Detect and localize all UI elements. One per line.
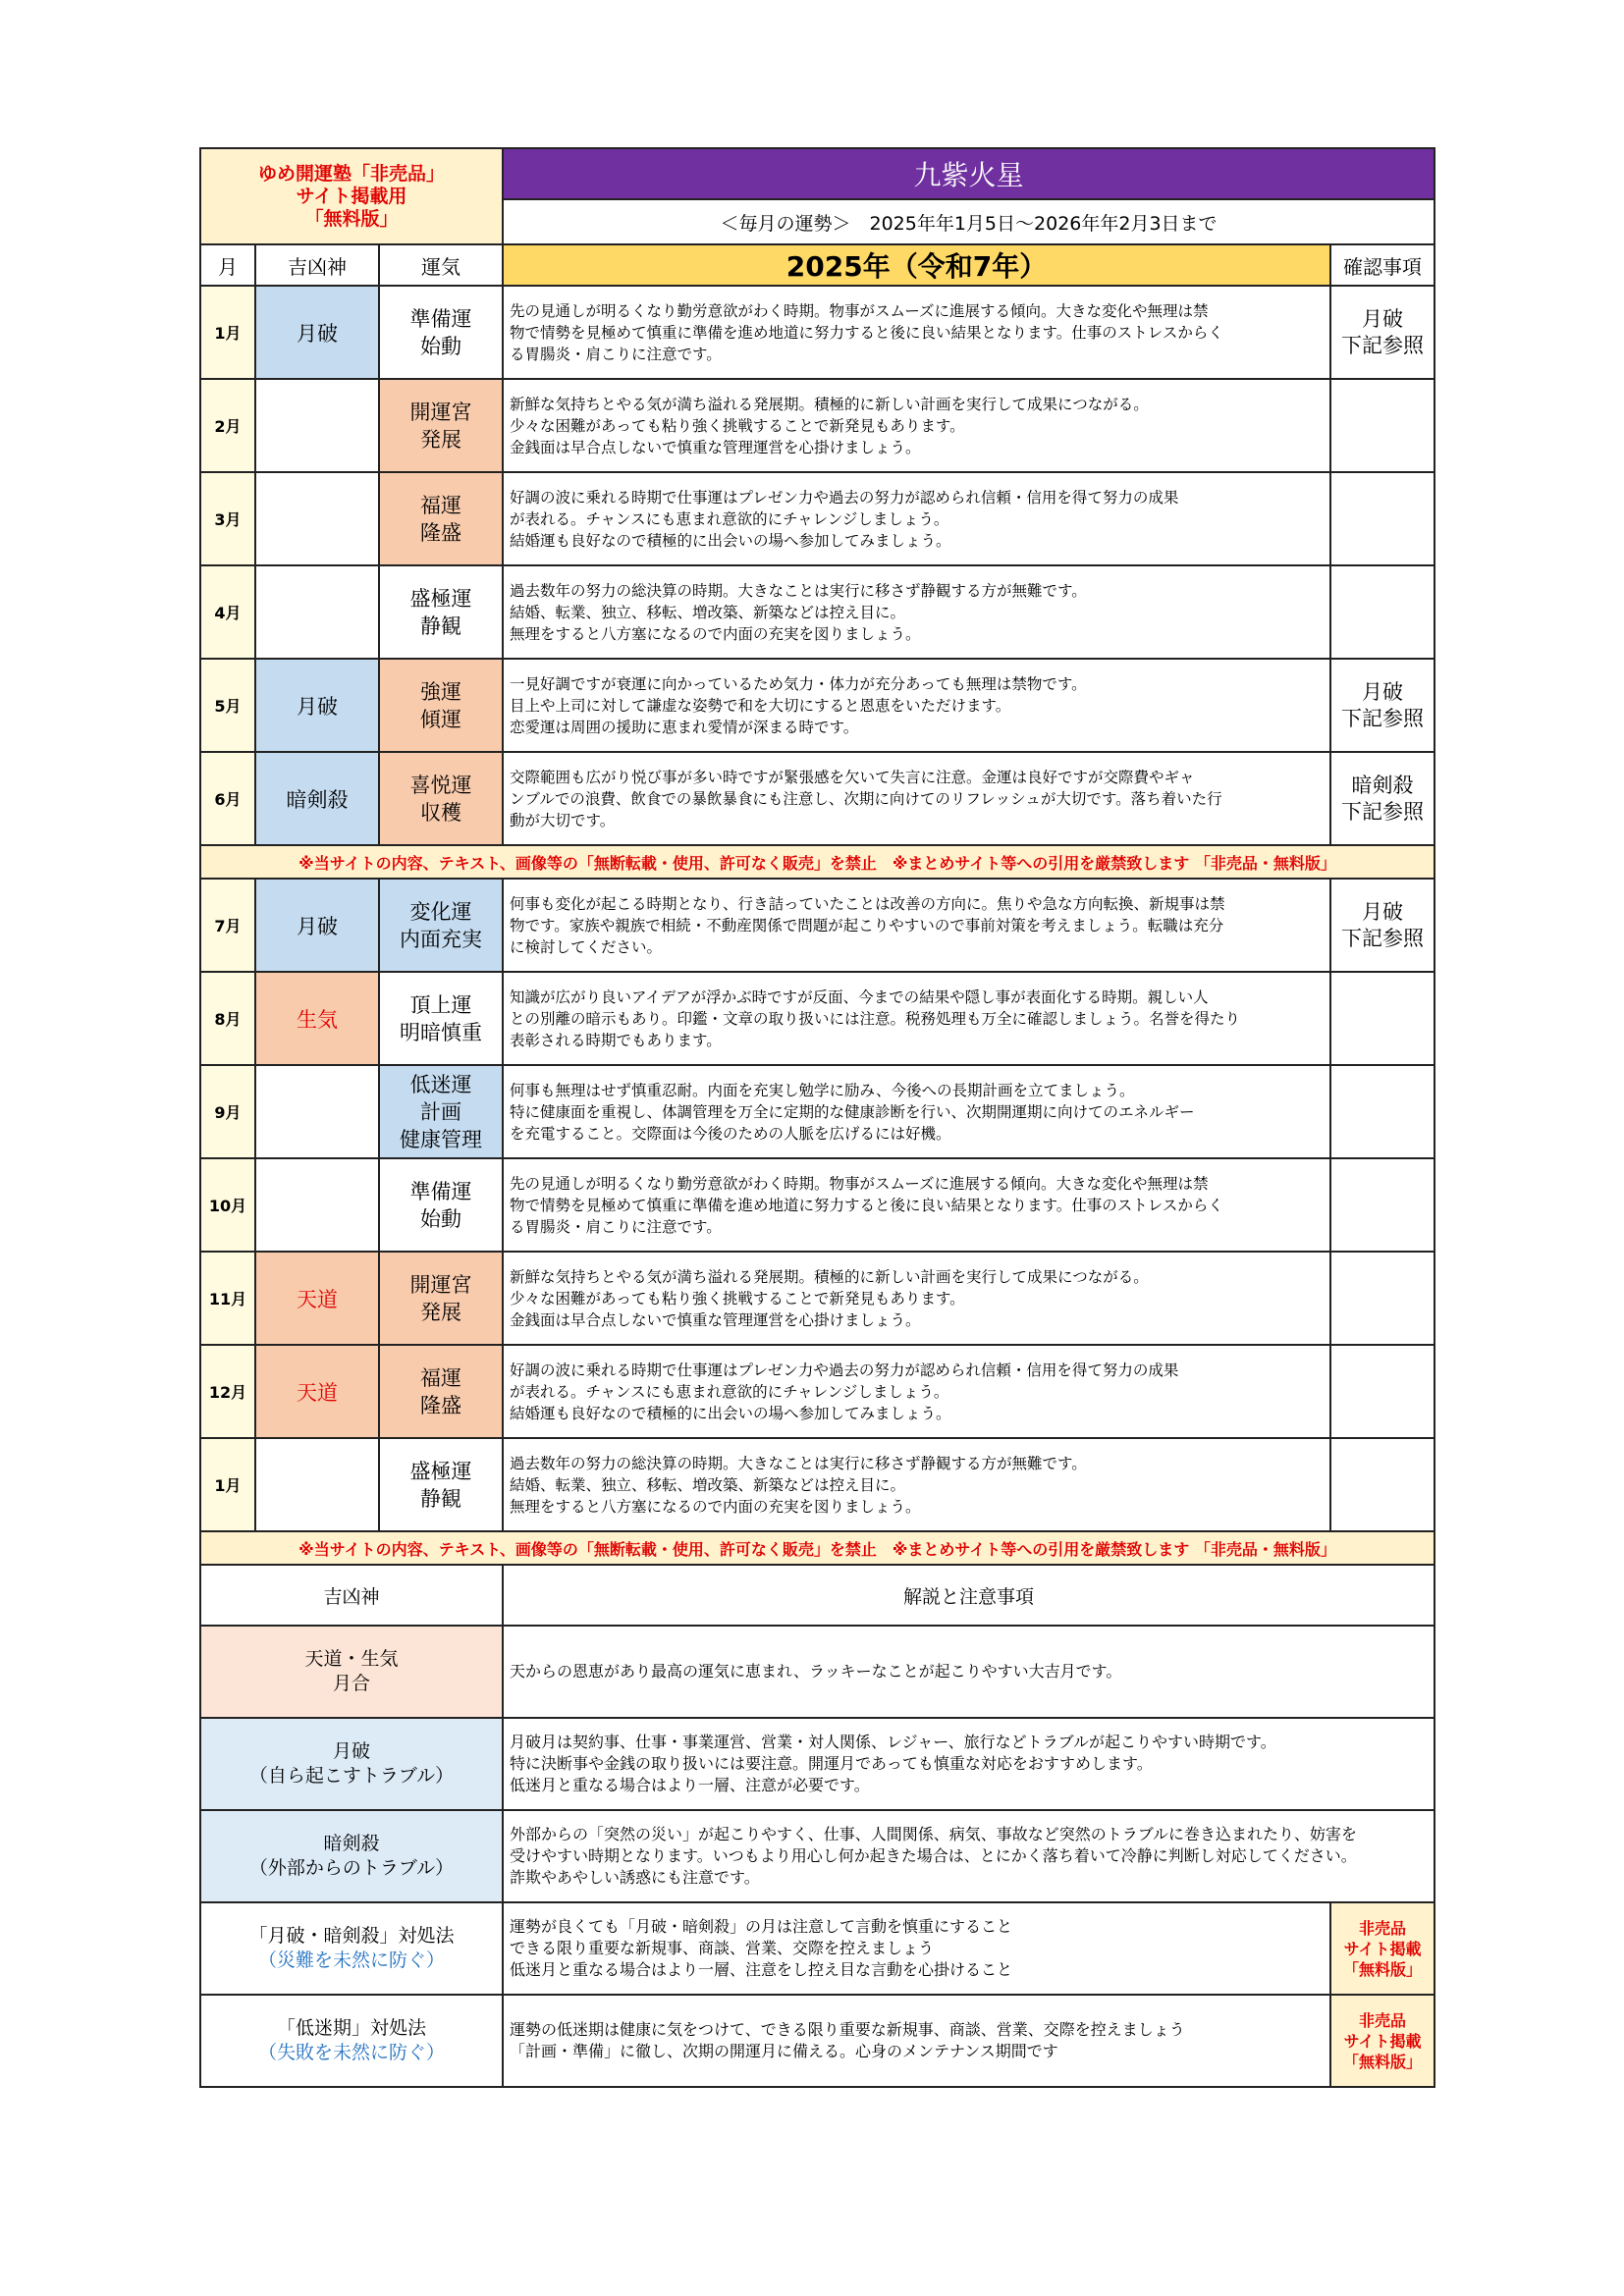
confirm-cell: [1330, 379, 1435, 472]
kikyo-cell: [255, 1065, 379, 1158]
unki-line: 傾運: [420, 707, 461, 731]
unki-line: 頂上運: [409, 992, 472, 1017]
fortune-desc-line: る胃腸炎・肩こりに注意です。: [510, 1217, 722, 1236]
month-cell: 11月: [200, 1252, 255, 1345]
stamp-line: サイト掲載: [1343, 1939, 1422, 1958]
unki-line: 隆盛: [420, 520, 461, 545]
site-label-line: 「無料版」: [304, 207, 399, 230]
fortune-sheet: [199, 147, 1435, 2088]
fortune-desc-line: 恋愛運は周囲の援助に恵まれ愛情が深まる時です。: [510, 718, 859, 736]
fortune-desc-line: 物です。家族や親族で相続・不動産関係で問題が起こりやすいので事前対策を考えましょう。転職は充分: [510, 916, 1224, 934]
fortune-desc-line: 一見好調ですが衰運に向かっているため気力・体力が充分あっても無理は禁物です。: [510, 674, 1087, 693]
legend-desc: [503, 1626, 1435, 1718]
unki-line: 強運: [420, 679, 461, 704]
month-cell: 9月: [200, 1065, 255, 1158]
month-row: [200, 1438, 1435, 1531]
fortune-desc: [503, 1158, 1330, 1252]
month-row: [200, 879, 1435, 972]
legend-desc-line: 受けやすい時期となります。いつもより用心し何か起きた場合は、とにかく落ち着いて冷静に判断し対応してください。: [510, 1846, 1357, 1865]
month-row: [200, 972, 1435, 1065]
year-header: 2025年（令和7年）: [503, 244, 1330, 286]
kikyo-cell: [255, 1438, 379, 1531]
fortune-desc: [503, 472, 1330, 565]
fortune-desc-line: 新鮮な気持ちとやる気が満ち溢れる発展期。積極的に新しい計画を実行して成果につながる。: [510, 1267, 1149, 1286]
col-header-month: 月: [200, 244, 255, 286]
unki-cell: [379, 472, 503, 565]
fortune-desc: [503, 286, 1330, 379]
month-cell: 6月: [200, 752, 255, 845]
kikyo-cell: [255, 565, 379, 659]
fortune-desc: [503, 659, 1330, 752]
fortune-desc: [503, 565, 1330, 659]
stamp-line: 非売品: [1359, 2010, 1407, 2030]
site-label-line: サイト掲載用: [296, 185, 407, 207]
period-text: ＜毎月の運勢＞ 2025年年1月5日～2026年年2月3日まで: [503, 199, 1435, 244]
fortune-desc-line: 好調の波に乗れる時期で仕事運はプレゼン力や過去の努力が認められ信頼・信用を得て努力の成果: [510, 488, 1179, 507]
fortune-desc-line: との別離の暗示もあり。印鑑・文章の取り扱いには注意。税務処理も万全に確認しましょう。名誉を得たり: [510, 1009, 1241, 1028]
site-label-line: ゆめ開運塾「非売品」: [258, 162, 446, 185]
fortune-desc-line: 結婚、転業、独立、移転、増改築、新築などは控え目に。: [510, 603, 906, 621]
legend-header-kikyo: 吉凶神: [200, 1565, 503, 1626]
legend-key-line: 天道・生気: [304, 1648, 399, 1670]
legend-key-line: （外部からのトラブル）: [248, 1857, 455, 1879]
confirm-cell: [1330, 472, 1435, 565]
month-row: [200, 1345, 1435, 1438]
legend-header-desc: 解説と注意事項: [503, 1565, 1435, 1626]
kikyo-cell: 月破: [255, 659, 379, 752]
fortune-desc-line: 結婚運も良好なので積極的に出会いの場へ参加してみましょう。: [510, 531, 951, 550]
fortune-desc: [503, 1438, 1330, 1531]
unki-cell: [379, 286, 503, 379]
unki-cell: [379, 659, 503, 752]
unki-cell: [379, 565, 503, 659]
legend-key-line: 月合: [333, 1673, 371, 1694]
month-cell: 3月: [200, 472, 255, 565]
legend-key: [200, 1626, 503, 1718]
fortune-desc: [503, 1065, 1330, 1158]
month-cell: 7月: [200, 879, 255, 972]
fortune-desc-line: を充電すること。交際面は今後のための人脈を広げるには好機。: [510, 1124, 951, 1143]
fortune-desc: [503, 879, 1330, 972]
unki-line: 発展: [420, 1300, 461, 1324]
unki-line: 喜悦運: [409, 773, 472, 797]
legend-desc-line: 月破月は契約事、仕事・事業運営、営業・対人関係、レジャー、旅行などトラブルが起こりやすい時期です。: [510, 1733, 1276, 1751]
months-first-half: [200, 286, 1435, 845]
unki-line: 発展: [420, 427, 461, 452]
legend-rows: [200, 1626, 1435, 2087]
fortune-desc-line: 結婚、転業、独立、移転、増改築、新築などは控え目に。: [510, 1475, 906, 1494]
unki-line: 計画: [420, 1099, 461, 1124]
fortune-desc-line: 過去数年の努力の総決算の時期。大きなことは実行に移さず静観する方が無難です。: [510, 1454, 1087, 1472]
unki-line: 始動: [420, 334, 461, 358]
unki-line: 変化運: [409, 899, 472, 924]
fortune-desc: [503, 379, 1330, 472]
month-row: [200, 1158, 1435, 1252]
fortune-desc-line: が表れる。チャンスにも恵まれ意欲的にチャレンジしましょう。: [510, 509, 949, 528]
confirm-cell: [1330, 972, 1435, 1065]
fortune-desc-line: る胃腸炎・肩こりに注意です。: [510, 345, 722, 363]
unki-cell: [379, 1438, 503, 1531]
month-cell: 2月: [200, 379, 255, 472]
unki-cell: [379, 972, 503, 1065]
confirm-cell: [1330, 879, 1435, 972]
fortune-desc: [503, 1252, 1330, 1345]
month-row: [200, 286, 1435, 379]
fortune-desc-line: 動が大切です。: [510, 811, 616, 829]
legend-row: [200, 1718, 1435, 1810]
legend-desc-line: できる限り重要な新規事、商談、営業、交際を控えましょう: [510, 1939, 935, 1957]
unki-line: 内面充実: [400, 927, 482, 951]
fortune-desc-line: 少々な困難があっても粘り強く挑戦することで新発見もあります。: [510, 416, 965, 435]
legend-row: [200, 1810, 1435, 1902]
month-cell: 1月: [200, 1438, 255, 1531]
unki-cell: [379, 1345, 503, 1438]
legend-desc-line: 特に決断事や金銭の取り扱いには要注意。開運月であっても慎重な対応をおすすめします。: [510, 1754, 1153, 1773]
months-second-half: [200, 879, 1435, 1531]
month-cell: 8月: [200, 972, 255, 1065]
month-row: [200, 472, 1435, 565]
fortune-desc: [503, 752, 1330, 845]
fortune-desc-line: 交際範囲も広がり悦び事が多い時ですが緊張感を欠いて失言に注意。金運は良好ですが交際費やギャ: [510, 768, 1195, 786]
month-cell: 10月: [200, 1158, 255, 1252]
fortune-desc-line: 物で情勢を見極めて慎重に準備を進め地道に努力すると後に良い結果となります。仕事のストレスからく: [510, 1196, 1223, 1214]
legend-key-line: 「低迷期」対処法: [277, 2017, 427, 2039]
confirm-line: 下記参照: [1341, 799, 1425, 824]
fortune-desc: [503, 1345, 1330, 1438]
legend-desc-line: 低迷月と重なる場合はより一層、注意をし控え目な言動を心掛けること: [510, 1960, 1013, 1979]
fortune-desc-line: 無理をすると八方塞になるので内面の充実を図りましょう。: [510, 1497, 921, 1516]
fortune-desc-line: 金銭面は早合点しないで慎重な管理運営を心掛けましょう。: [510, 438, 921, 456]
legend-desc-line: 運勢の低迷期は健康に気をつけて、できる限り重要な新規事、商談、営業、交際を控えましょう: [510, 2020, 1185, 2039]
kikyo-cell: 暗剣殺: [255, 752, 379, 845]
fortune-desc-line: ンブルでの浪費、飲食での暴飲暴食にも注意し、次期に向けてのリフレッシュが大切です。落ち着いた行: [510, 789, 1222, 808]
legend-key-line: 暗剣殺: [323, 1833, 380, 1854]
unki-line: 盛極運: [409, 586, 472, 611]
unki-line: 健康管理: [400, 1127, 482, 1151]
confirm-cell: [1330, 1065, 1435, 1158]
legend-key-subline: （失敗を未然に防ぐ）: [258, 2042, 446, 2063]
confirm-cell: [1330, 1438, 1435, 1531]
legend-desc-line: 低迷月と重なる場合はより一層、注意が必要です。: [510, 1776, 870, 1794]
confirm-cell: [1330, 1345, 1435, 1438]
col-header-confirm: 確認事項: [1330, 244, 1435, 286]
fortune-desc-line: 先の見通しが明るくなり勤労意欲がわく時期。物事がスムーズに進展する傾向。大きな変化や無理は禁: [510, 301, 1209, 320]
legend-row: [200, 1902, 1435, 1995]
legend-key-line: 「月破・暗剣殺」対処法: [248, 1925, 455, 1947]
legend-key-line: （自ら起こすトラブル）: [248, 1765, 455, 1787]
legend-key-subline: （災難を未然に防ぐ）: [258, 1949, 446, 1971]
kikyo-cell: [255, 1158, 379, 1252]
month-row: [200, 1065, 1435, 1158]
legend-desc: [503, 1902, 1330, 1995]
kikyo-cell: 月破: [255, 286, 379, 379]
kikyo-cell: 生気: [255, 972, 379, 1065]
month-cell: 1月: [200, 286, 255, 379]
confirm-line: 暗剣殺: [1351, 773, 1414, 797]
col-header-kikyo: 吉凶神: [255, 244, 379, 286]
legend-desc: [503, 1718, 1435, 1810]
unki-line: 開運宮: [409, 1272, 472, 1297]
kikyo-cell: [255, 379, 379, 472]
month-cell: 12月: [200, 1345, 255, 1438]
legend-desc-line: 外部からの「突然の災い」が起こりやすく、仕事、人間関係、病気、事故など突然のトラブルに巻き込まれたり、妨害を: [510, 1825, 1358, 1843]
legend-key: [200, 1810, 503, 1902]
legend-desc: [503, 1810, 1435, 1902]
legend-desc-line: 「計画・準備」に徹し、次期の開運月に備える。心身のメンテナンス期間です: [510, 2042, 1058, 2060]
kikyo-cell: 天道: [255, 1252, 379, 1345]
legend-desc: [503, 1995, 1330, 2087]
confirm-cell: [1330, 752, 1435, 845]
confirm-line: 下記参照: [1341, 333, 1425, 357]
fortune-desc-line: 好調の波に乗れる時期で仕事運はプレゼン力や過去の努力が認められ信頼・信用を得て努力の成果: [510, 1361, 1179, 1379]
col-header-unki: 運気: [379, 244, 503, 286]
notice-banner: ※当サイトの内容、テキスト、画像等の「無断転載・使用、許可なく販売」を禁止 ※まとめサイト等への引用を厳禁致します 「非売品・無料版」: [200, 845, 1435, 879]
confirm-cell: [1330, 1252, 1435, 1345]
confirm-line: 月破: [1362, 306, 1404, 331]
unki-cell: [379, 1065, 503, 1158]
unki-line: 静観: [420, 614, 461, 638]
stamp-line: 「無料版」: [1343, 2052, 1423, 2071]
legend-row: [200, 1995, 1435, 2087]
month-row: [200, 565, 1435, 659]
stamp-line: サイト掲載: [1343, 2031, 1422, 2051]
stamp-line: 「無料版」: [1343, 1959, 1423, 1979]
confirm-cell: [1330, 1158, 1435, 1252]
confirm-line: 月破: [1362, 679, 1404, 704]
fortune-desc-line: 目上や上司に対して謙虚な姿勢で和を大切にすると恩恵をいただけます。: [510, 696, 1011, 715]
unki-line: 開運宮: [409, 400, 472, 424]
legend-desc-line: 詐欺やあやしい誘惑にも注意です。: [510, 1868, 760, 1887]
unki-cell: [379, 879, 503, 972]
unki-line: 福運: [420, 1365, 461, 1390]
page-title: 九紫火星: [503, 148, 1435, 199]
month-row: [200, 752, 1435, 845]
fortune-desc-line: 知識が広がり良いアイデアが浮かぶ時ですが反面、今までの結果や隠し事が表面化する時期。親しい人: [510, 988, 1209, 1006]
fortune-desc-line: 物で情勢を見極めて慎重に準備を進め地道に努力すると後に良い結果となります。仕事のストレスからく: [510, 323, 1223, 342]
fortune-desc-line: 少々な困難があっても粘り強く挑戦することで新発見もあります。: [510, 1289, 965, 1308]
fortune-desc-line: 何事も無理はせず慎重忍耐。内面を充実し勉学に励み、今後への長期計画を立てましょう。: [510, 1081, 1135, 1099]
unki-line: 低迷運: [409, 1072, 472, 1096]
unki-line: 福運: [420, 493, 461, 517]
fortune-desc-line: 先の見通しが明るくなり勤労意欲がわく時期。物事がスムーズに進展する傾向。大きな変化や無理は禁: [510, 1174, 1209, 1193]
legend-key-line: 月破: [333, 1740, 371, 1762]
confirm-cell: [1330, 659, 1435, 752]
legend-desc-line: 運勢が良くても「月破・暗剣殺」の月は注意して言動を慎重にすること: [510, 1917, 1013, 1936]
legend-key: [200, 1995, 503, 2087]
kikyo-cell: [255, 472, 379, 565]
confirm-line: 月破: [1362, 899, 1404, 924]
fortune-desc-line: に検討してください。: [510, 937, 663, 956]
fortune-desc: [503, 972, 1330, 1065]
unki-line: 準備運: [409, 306, 472, 331]
fortune-desc-line: 何事も変化が起こる時期となり、行き詰っていたことは改善の方向に。焦りや急な方向転換、新規事は禁: [510, 894, 1225, 913]
unki-line: 隆盛: [420, 1393, 461, 1417]
notice-banner: ※当サイトの内容、テキスト、画像等の「無断転載・使用、許可なく販売」を禁止 ※まとめサイト等への引用を厳禁致します 「非売品・無料版」: [200, 1531, 1435, 1565]
confirm-line: 下記参照: [1341, 706, 1425, 730]
legend-key: [200, 1902, 503, 1995]
confirm-cell: [1330, 565, 1435, 659]
legend-desc-line: 天からの恩恵があり最高の運気に恵まれ、ラッキーなことが起こりやすい大吉月です。: [510, 1662, 1122, 1681]
month-row: [200, 379, 1435, 472]
fortune-desc-line: 表彰される時期でもあります。: [510, 1031, 722, 1049]
month-cell: 5月: [200, 659, 255, 752]
unki-cell: [379, 1252, 503, 1345]
stamp-line: 非売品: [1359, 1918, 1407, 1938]
unki-cell: [379, 1158, 503, 1252]
confirm-line: 下記参照: [1341, 926, 1425, 950]
unki-cell: [379, 379, 503, 472]
unki-line: 盛極運: [409, 1459, 472, 1483]
fortune-desc-line: 特に健康面を重視し、体調管理を万全に定期的な健康診断を行い、次期開運期に向けてのエネルギー: [510, 1102, 1195, 1121]
fortune-desc-line: 無理をすると八方塞になるので内面の充実を図りましょう。: [510, 624, 921, 643]
free-edition-stamp: [1330, 1995, 1435, 2087]
confirm-cell: [1330, 286, 1435, 379]
fortune-desc-line: 結婚運も良好なので積極的に出会いの場へ参加してみましょう。: [510, 1404, 951, 1422]
fortune-desc-line: 金銭面は早合点しないで慎重な管理運営を心掛けましょう。: [510, 1310, 921, 1329]
kikyo-cell: 月破: [255, 879, 379, 972]
month-row: [200, 659, 1435, 752]
unki-line: 始動: [420, 1206, 461, 1231]
free-edition-stamp: [1330, 1902, 1435, 1995]
unki-line: 明暗慎重: [400, 1020, 482, 1044]
month-cell: 4月: [200, 565, 255, 659]
site-label: [200, 148, 503, 244]
legend-key: [200, 1718, 503, 1810]
unki-line: 静観: [420, 1486, 461, 1511]
unki-cell: [379, 752, 503, 845]
fortune-desc-line: 過去数年の努力の総決算の時期。大きなことは実行に移さず静観する方が無難です。: [510, 581, 1087, 600]
kikyo-cell: 天道: [255, 1345, 379, 1438]
month-row: [200, 1252, 1435, 1345]
legend-row: [200, 1626, 1435, 1718]
unki-line: 収穫: [420, 800, 461, 825]
fortune-desc-line: 新鮮な気持ちとやる気が満ち溢れる発展期。積極的に新しい計画を実行して成果につながる。: [510, 395, 1149, 413]
fortune-desc-line: が表れる。チャンスにも恵まれ意欲的にチャレンジしましょう。: [510, 1382, 949, 1401]
unki-line: 準備運: [409, 1179, 472, 1203]
